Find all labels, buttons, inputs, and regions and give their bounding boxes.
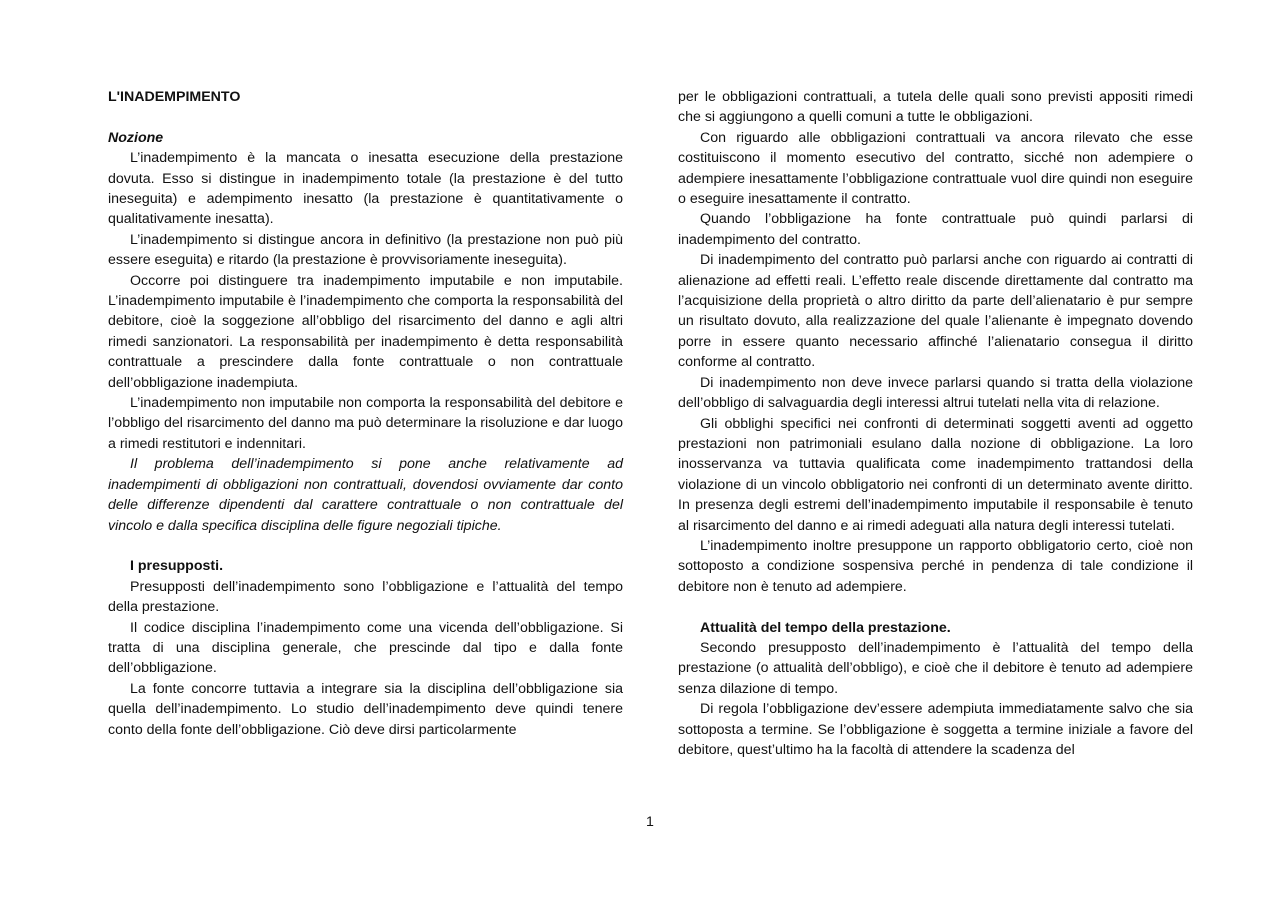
paragraph: Di inadempimento del contratto può parlarsi anche con riguardo ai contratti di alienazione ad effetti reali. L’effetto reale discende direttamente dal contratto ma l’acquisizione della proprietà o altro diritto da parte dell’alienatario è pur sempre un risultato dovuto, alla realizzazione del quale l’alienante è impegnato dovendo porre in essere quanto necessario affinché l’alienatario consegua il diritto conforme al contratto. (678, 252, 1193, 371)
paragraph: L’inadempimento si distingue ancora in definitivo (la prestazione non può più essere eseguita) e ritardo (la prestazione è provvisoriamente ineseguita). (108, 231, 623, 269)
paragraph: Secondo presupposto dell’inadempimento è l’attualità del tempo della prestazione (o attualità dell’obbligo), e cioè che il debitore è tenuto ad adempiere senza dilazione di tempo. (678, 639, 1193, 697)
left-column (108, 87, 623, 740)
section-heading-nozione: Nozione (108, 129, 164, 146)
section-heading-attualita: Attualità del tempo della prestazione. (700, 619, 951, 636)
paragraph: L’inadempimento inoltre presuppone un rapporto obbligatorio certo, cioè non sottoposto a condizione sospensiva perché in pendenza di tale condizione il debitore non è tenuto ad adempiere. (678, 537, 1193, 595)
spacer (108, 107, 623, 127)
document-title: L'INADEMPIMENTO (108, 89, 241, 105)
section-heading-presupposti: I presupposti. (130, 558, 224, 575)
paragraph: Presupposti dell’inadempimento sono l’obbligazione e l’attualità del tempo della prestazione. (108, 578, 623, 616)
spacer (678, 597, 1193, 617)
paragraph: Gli obblighi specifici nei confronti di determinati soggetti aventi ad oggetto prestazioni non patrimoniali esulano dalla nozione di obbligazione. La loro inosservanza va tuttavia qualificata come inadempimento trattandosi della violazione di un vincolo obbligatorio nei confronti di un determinato avente diritto. In presenza degli estremi dell’inadempimento imputabile il responsabile è tenuto al risarcimento del danno e ai rimedi adeguati alla natura degli interessi tutelati. (678, 415, 1193, 534)
paragraph: L’inadempimento non imputabile non comporta la responsabilità del debitore e l’obbligo del risarcimento del danno ma può determinare la risoluzione e dar luogo a rimedi restitutori e indennitari. (108, 395, 623, 452)
paragraph: Quando l’obbligazione ha fonte contrattuale può quindi parlarsi di inadempimento del contratto. (678, 211, 1193, 248)
paragraph: Di inadempimento non deve invece parlarsi quando si tratta della violazione dell’obbligo di salvaguardia degli interessi altrui tutelati nella vita di relazione. (678, 374, 1193, 412)
italic-paragraph: Il problema dell’inadempimento si pone anche relativamente ad inadempimenti di obbligazioni non contrattuali, dovendosi ovviamente dar conto delle differenze dipendenti dal carattere contrattuale o non contrattuale del vincolo e dalla specifica disciplina delle figure negoziali tipiche. (108, 456, 623, 534)
paragraph: Di regola l’obbligazione dev’essere adempiuta immediatamente salvo che sia sottoposta a termine. Se l’obbligazione è soggetta a termine iniziale a favore del debitore, quest’ultimo ha la facoltà di attendere la scadenza del (678, 701, 1193, 758)
paragraph: L’inadempimento è la mancata o inesatta esecuzione della prestazione dovuta. Esso si distingue in inadempimento totale (la prestazione è del tutto ineseguita) e adempimento inesatto (la prestazione è quantitativamente o qualitativamente inesatta). (108, 150, 623, 228)
spacer (108, 536, 623, 556)
right-column (678, 87, 1193, 760)
paragraph: Il codice disciplina l’inadempimento come una vicenda dell’obbligazione. Si tratta di una disciplina generale, che prescinde dal tipo e dalla fonte dell’obbligazione. (108, 619, 623, 677)
page-number: 1 (646, 814, 654, 830)
paragraph: La fonte concorre tuttavia a integrare sia la disciplina dell’obbligazione sia quella dell’inadempimento. Lo studio dell’inadempimento deve quindi tenere conto della fonte dell’obbligazione. Ciò deve dirsi particolarmente (108, 680, 623, 738)
paragraph: Occorre poi distinguere tra inadempimento imputabile e non imputabile. L’inadempimento imputabile è l’inadempimento che comporta la responsabilità del debitore, cioè la soggezione all’obbligo del risarcimento del danno e agli altri rimedi sanzionatori. La responsabilità per inadempimento è detta responsabilità contrattuale a prescindere dalla fonte contrattuale o non contrattuale dell’obbligazione inadempiuta. (108, 272, 623, 391)
paragraph-continued: per le obbligazioni contrattuali, a tutela delle quali sono previsti appositi rimedi che si aggiungono a quelli comuni a tutte le obbligazioni. (678, 89, 1193, 126)
paragraph: Con riguardo alle obbligazioni contrattuali va ancora rilevato che esse costituiscono il momento esecutivo del contratto, sicché non adempiere o adempiere inesattamente l’obbligazione contrattuale vuol dire quindi non eseguire o eseguire inesattamente il contratto. (678, 129, 1193, 208)
